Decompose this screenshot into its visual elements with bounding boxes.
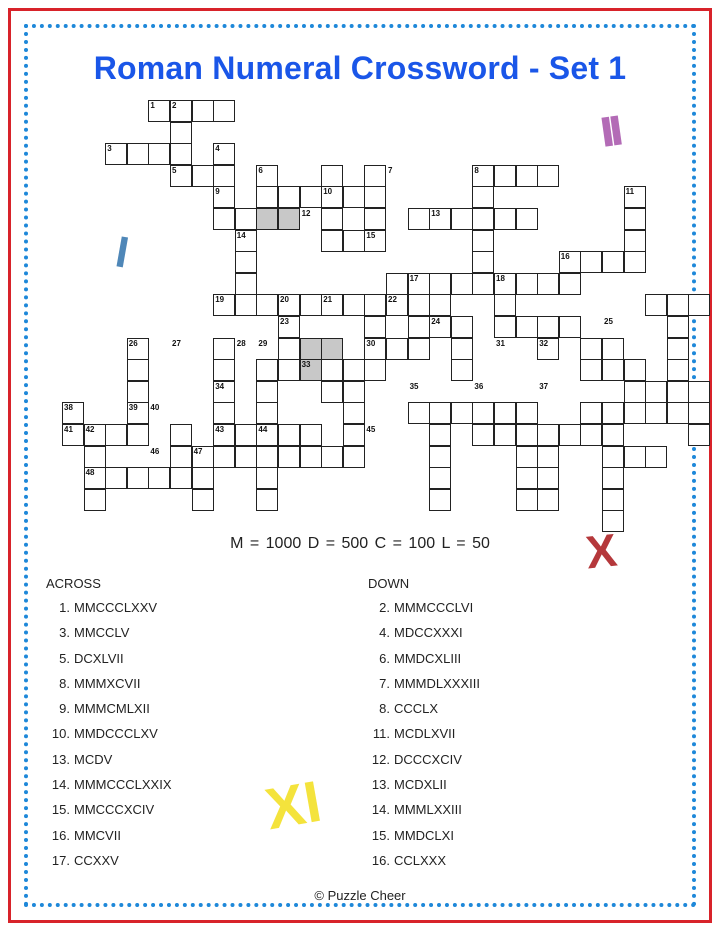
cell-number: 31	[496, 338, 505, 348]
grid-cell[interactable]	[624, 251, 646, 273]
grid-cell[interactable]	[516, 208, 538, 230]
grid-cell[interactable]	[170, 143, 192, 165]
cell-number: 18	[496, 273, 505, 283]
grid-cell[interactable]	[170, 446, 192, 468]
clue-number: 4.	[379, 625, 390, 641]
grid-cell[interactable]	[559, 273, 581, 295]
cell-number: 36	[474, 381, 484, 391]
cell-number: 23	[280, 317, 289, 326]
grid-cell[interactable]	[645, 294, 667, 316]
clue-item	[358, 721, 480, 746]
clue-number: 17.	[51, 852, 70, 868]
grid-cell[interactable]	[624, 230, 646, 252]
grid-cell[interactable]	[256, 208, 278, 230]
grid-cell[interactable]	[688, 402, 710, 424]
grid-cell[interactable]	[580, 424, 602, 446]
grid-cell[interactable]	[343, 294, 365, 316]
grid-cell[interactable]	[429, 424, 451, 446]
cell-number: 39	[128, 403, 138, 413]
cell-number: 45	[366, 425, 376, 434]
grid-cell[interactable]	[559, 424, 581, 446]
clue-item	[358, 772, 480, 797]
grid-cell[interactable]	[105, 467, 127, 489]
clue-number: 14.	[371, 802, 390, 818]
clue-item	[38, 797, 172, 822]
grid-cell[interactable]	[624, 446, 646, 468]
grid-cell[interactable]	[192, 489, 214, 511]
cell-number: 26	[128, 338, 138, 348]
grid-cell[interactable]	[624, 402, 646, 424]
grid-cell[interactable]	[321, 381, 343, 403]
grid-cell[interactable]	[537, 446, 559, 468]
clue-number: 16.	[371, 852, 390, 868]
grid-cell[interactable]	[213, 100, 235, 122]
cell-number: 29	[258, 338, 268, 348]
grid-cell[interactable]	[278, 186, 300, 208]
cell-number: 19	[215, 295, 225, 305]
clue-text: MMCCCLXXV	[74, 600, 158, 615]
grid-cell[interactable]	[213, 402, 235, 424]
clue-item	[38, 646, 172, 671]
grid-cell[interactable]	[472, 251, 494, 273]
grid-cell[interactable]	[516, 402, 538, 424]
cell-number: 17	[409, 273, 419, 283]
grid-cell[interactable]	[105, 424, 127, 446]
grid-cell[interactable]	[213, 165, 235, 187]
cell-number: 42	[85, 425, 95, 434]
grid-cell[interactable]	[235, 273, 257, 295]
clue-text: MMMCCCLVI	[394, 600, 474, 615]
grid-cell[interactable]	[494, 316, 516, 338]
cell-number: 46	[150, 446, 160, 456]
clue-number: 3.	[59, 625, 70, 641]
grid-cell[interactable]	[494, 424, 516, 446]
grid-cell[interactable]	[580, 338, 602, 360]
grid-cell[interactable]	[364, 316, 386, 338]
clue-text: MMMLXXIII	[394, 802, 462, 818]
grid-cell[interactable]	[213, 208, 235, 230]
clue-number: 13.	[51, 751, 70, 767]
grid-cell[interactable]	[256, 359, 278, 381]
clue-text: MMMCCCLXXIX	[74, 777, 172, 793]
clue-text: MMDCXLIII	[394, 650, 462, 666]
grid-cell[interactable]	[408, 316, 430, 338]
clue-item	[358, 620, 480, 645]
grid-cell[interactable]	[192, 165, 214, 187]
decoration-roman-xi: XI	[260, 768, 327, 843]
grid-cell[interactable]	[688, 294, 710, 316]
grid-cell[interactable]	[688, 381, 710, 403]
grid-cell[interactable]	[170, 122, 192, 144]
grid-cell[interactable]	[429, 273, 451, 295]
grid-cell[interactable]	[624, 381, 646, 403]
clue-number: 11.	[372, 726, 390, 742]
cell-number: 37	[539, 381, 549, 391]
grid-cell[interactable]	[516, 446, 538, 468]
grid-cell[interactable]	[300, 338, 322, 360]
clue-number: 14.	[51, 777, 70, 793]
grid-cell[interactable]	[602, 489, 624, 511]
grid-cell[interactable]	[602, 424, 624, 446]
cell-number: 27	[172, 338, 181, 348]
cell-number: 41	[64, 425, 73, 434]
grid-cell[interactable]	[213, 338, 235, 360]
clue-item	[38, 595, 172, 620]
down-clue-list	[358, 595, 480, 873]
cell-number: 34	[215, 381, 225, 391]
grid-cell[interactable]	[343, 230, 365, 252]
grid-cell[interactable]	[364, 359, 386, 381]
clue-item	[38, 671, 172, 696]
clue-text: MMDCLXI	[394, 827, 454, 843]
grid-cell[interactable]	[300, 294, 322, 316]
grid-cell[interactable]	[667, 402, 689, 424]
grid-cell[interactable]	[256, 446, 278, 468]
clue-text: DCCCXCIV	[394, 751, 462, 767]
grid-cell[interactable]	[278, 446, 300, 468]
grid-cell[interactable]	[472, 186, 494, 208]
grid-cell[interactable]	[235, 251, 257, 273]
clue-text: MCDXLII	[394, 777, 447, 793]
grid-cell[interactable]	[645, 402, 667, 424]
clue-text: MMMCMLXII	[74, 701, 150, 717]
grid-cell[interactable]	[451, 402, 473, 424]
grid-cell[interactable]	[602, 467, 624, 489]
grid-cell[interactable]	[516, 467, 538, 489]
cell-number: 32	[539, 338, 549, 348]
grid-cell[interactable]	[235, 424, 257, 446]
clue-item	[38, 772, 172, 797]
grid-cell[interactable]	[386, 338, 408, 360]
clue-text: CCLXXX	[394, 852, 447, 868]
grid-cell[interactable]	[300, 446, 322, 468]
cell-number: 14	[236, 230, 246, 240]
grid-cell[interactable]	[667, 316, 689, 338]
grid-cell[interactable]	[300, 186, 322, 208]
cell-number: 24	[431, 317, 441, 326]
grid-cell[interactable]	[235, 208, 257, 230]
cell-number: 20	[280, 295, 289, 305]
clue-number: 1.	[59, 600, 70, 615]
cell-number: 16	[560, 252, 570, 262]
clue-number: 12.	[371, 751, 390, 767]
clue-item	[358, 797, 480, 822]
grid-cell[interactable]	[127, 359, 149, 381]
grid-cell[interactable]	[451, 338, 473, 360]
clue-number: 15.	[371, 827, 390, 843]
grid-cell[interactable]	[494, 402, 516, 424]
grid-cell[interactable]	[602, 359, 624, 381]
grid-cell[interactable]	[472, 402, 494, 424]
clue-item	[358, 646, 480, 671]
clue-text: MMMDLXXXIII	[394, 675, 480, 691]
clue-text: CCXXV	[74, 852, 119, 868]
grid-cell[interactable]	[516, 489, 538, 511]
cell-number: 6	[258, 165, 263, 175]
clue-text: MMDCCCLXV	[74, 726, 158, 742]
clue-item	[38, 823, 172, 848]
page-title: Roman Numeral Crossword - Set 1	[93, 50, 627, 86]
grid-cell[interactable]	[127, 381, 149, 403]
grid-cell[interactable]	[494, 165, 516, 187]
grid-cell[interactable]	[364, 208, 386, 230]
clue-item	[358, 595, 480, 620]
cell-number: 8	[474, 165, 479, 175]
down-heading: DOWN	[368, 576, 410, 591]
grid-cell[interactable]	[170, 467, 192, 489]
grid-cell[interactable]	[667, 359, 689, 381]
grid-cell[interactable]	[213, 359, 235, 381]
grid-cell[interactable]	[213, 446, 235, 468]
grid-cell[interactable]	[256, 402, 278, 424]
clue-text: MMCVII	[74, 827, 121, 843]
grid-cell[interactable]	[256, 467, 278, 489]
cell-number: 11	[625, 187, 635, 197]
cell-number: 38	[64, 403, 73, 413]
clue-number: 15.	[51, 802, 70, 818]
grid-cell[interactable]	[192, 100, 214, 122]
footer-credit: © Puzzle Cheer	[314, 888, 406, 903]
grid-cell[interactable]	[364, 186, 386, 208]
grid-cell[interactable]	[559, 316, 581, 338]
grid-cell[interactable]	[624, 359, 646, 381]
grid-cell[interactable]	[494, 294, 516, 316]
grid-cell[interactable]	[148, 467, 170, 489]
grid-cell[interactable]	[278, 208, 300, 230]
grid-cell[interactable]	[256, 381, 278, 403]
grid-cell[interactable]	[321, 230, 343, 252]
clue-item	[38, 848, 172, 873]
grid-cell[interactable]	[667, 294, 689, 316]
clue-item	[358, 671, 480, 696]
clue-text: MMCCCXCIV	[74, 802, 155, 818]
cell-number: 5	[172, 165, 177, 175]
cell-number: 25	[604, 317, 613, 326]
clue-number: 6.	[379, 650, 390, 666]
grid-cell[interactable]	[343, 402, 365, 424]
roman-numeral-key: M = 1000 D = 500 C = 100 L = 50	[230, 535, 490, 552]
cell-number: 15	[366, 230, 376, 240]
grid-cell[interactable]	[321, 359, 343, 381]
grid-cell[interactable]	[667, 381, 689, 403]
grid-cell[interactable]	[300, 424, 322, 446]
grid-cell[interactable]	[343, 446, 365, 468]
cell-number: 35	[409, 381, 419, 391]
cell-number: 30	[366, 338, 376, 348]
grid-cell[interactable]	[256, 186, 278, 208]
clue-number: 7.	[379, 675, 390, 691]
clue-number: 13.	[371, 777, 390, 793]
grid-cell[interactable]	[148, 143, 170, 165]
clue-text: MMMXCVII	[74, 675, 141, 691]
grid-cell[interactable]	[343, 424, 365, 446]
grid-cell[interactable]	[408, 338, 430, 360]
grid-cell[interactable]	[408, 208, 430, 230]
decoration-roman-ii: II	[596, 108, 621, 158]
clue-item	[358, 747, 480, 772]
grid-cell[interactable]	[84, 446, 106, 468]
grid-cell[interactable]	[472, 208, 494, 230]
grid-cell[interactable]	[472, 230, 494, 252]
grid-cell[interactable]	[602, 446, 624, 468]
grid-cell[interactable]	[127, 424, 149, 446]
grid-cell[interactable]	[127, 467, 149, 489]
grid-cell[interactable]	[192, 467, 214, 489]
grid-cell[interactable]	[278, 359, 300, 381]
grid-cell[interactable]	[170, 424, 192, 446]
clue-number: 10.	[51, 726, 70, 742]
grid-cell[interactable]	[429, 467, 451, 489]
clue-text: MDCCXXXI	[394, 625, 463, 641]
decoration-roman-x: X	[583, 523, 620, 579]
clue-number: 5.	[59, 650, 70, 666]
grid-cell[interactable]	[278, 338, 300, 360]
clue-text: MMCCLV	[74, 625, 130, 641]
clue-text: DCXLVII	[74, 650, 124, 666]
grid-cell[interactable]	[451, 208, 473, 230]
grid-cell[interactable]	[127, 143, 149, 165]
grid-cell[interactable]	[343, 381, 365, 403]
cell-number: 33	[301, 360, 311, 370]
grid-cell[interactable]	[321, 165, 343, 187]
grid-cell[interactable]	[537, 316, 559, 338]
clue-number: 9.	[59, 701, 70, 717]
grid-cell[interactable]	[537, 467, 559, 489]
clue-number: 2.	[379, 600, 390, 615]
grid-cell[interactable]	[667, 338, 689, 360]
grid-cell[interactable]	[645, 381, 667, 403]
grid-cell[interactable]	[472, 273, 494, 295]
cell-number: 43	[215, 425, 225, 434]
clue-item	[358, 848, 480, 873]
grid-cell[interactable]	[580, 402, 602, 424]
cell-number: 21	[323, 295, 333, 305]
cell-number: 10	[323, 187, 333, 197]
cell-number: 3	[107, 144, 112, 154]
grid-cell[interactable]	[516, 424, 538, 446]
cell-number: 2	[172, 101, 177, 110]
cell-number: 28	[236, 338, 246, 348]
grid-cell[interactable]	[343, 186, 365, 208]
grid-cell[interactable]	[256, 294, 278, 316]
across-clue-list	[38, 595, 172, 873]
grid-cell[interactable]	[602, 338, 624, 360]
grid-cell[interactable]	[537, 273, 559, 295]
clue-text: CCCLX	[394, 701, 439, 717]
grid-cell[interactable]	[602, 251, 624, 273]
clue-item	[358, 696, 480, 721]
clue-text: MCDLXVII	[394, 726, 456, 742]
grid-cell[interactable]	[580, 359, 602, 381]
grid-cell[interactable]	[516, 316, 538, 338]
grid-cell[interactable]	[364, 165, 386, 187]
cell-number: 13	[431, 209, 441, 218]
grid-cell[interactable]	[429, 402, 451, 424]
cell-number: 44	[258, 425, 268, 434]
grid-cell[interactable]	[343, 359, 365, 381]
cell-number: 40	[150, 403, 160, 413]
clue-number: 8.	[59, 675, 70, 691]
grid-cell[interactable]	[451, 359, 473, 381]
cell-number: 48	[85, 468, 95, 478]
grid-cell[interactable]	[537, 489, 559, 511]
grid-cell[interactable]	[537, 424, 559, 446]
grid-cell[interactable]	[602, 402, 624, 424]
cell-number: 4	[215, 144, 220, 154]
grid-cell[interactable]	[645, 446, 667, 468]
decoration-roman-i: I	[111, 227, 133, 278]
grid-cell[interactable]	[429, 294, 451, 316]
clue-item	[38, 620, 172, 645]
cell-number: 47	[193, 446, 203, 456]
cell-number: 1	[150, 101, 155, 110]
grid-cell[interactable]	[364, 294, 386, 316]
grid-cell[interactable]	[688, 424, 710, 446]
clue-item	[38, 747, 172, 772]
crossword-grid	[62, 100, 662, 520]
grid-cell[interactable]	[494, 208, 516, 230]
grid-cell[interactable]	[321, 338, 343, 360]
clue-number: 8.	[379, 701, 390, 717]
clue-item	[358, 823, 480, 848]
clue-text: MCDV	[74, 751, 113, 767]
clue-item	[38, 696, 172, 721]
grid-cell[interactable]	[235, 446, 257, 468]
grid-cell[interactable]	[386, 273, 408, 295]
grid-cell[interactable]	[429, 446, 451, 468]
cell-number: 12	[301, 209, 311, 218]
grid-cell[interactable]	[516, 165, 538, 187]
across-heading: ACROSS	[46, 576, 101, 591]
grid-cell[interactable]	[451, 273, 473, 295]
cell-number: 9	[215, 187, 220, 197]
grid-cell[interactable]	[429, 489, 451, 511]
cell-number: 22	[388, 295, 397, 305]
grid-cell[interactable]	[278, 424, 300, 446]
grid-cell[interactable]	[321, 446, 343, 468]
grid-cell[interactable]	[624, 208, 646, 230]
grid-cell[interactable]	[84, 489, 106, 511]
grid-cell[interactable]	[580, 251, 602, 273]
grid-cell[interactable]	[537, 165, 559, 187]
clue-item	[38, 721, 172, 746]
grid-cell[interactable]	[321, 208, 343, 230]
grid-cell[interactable]	[451, 316, 473, 338]
grid-cell[interactable]	[408, 402, 430, 424]
grid-cell[interactable]	[408, 294, 430, 316]
grid-cell[interactable]	[235, 294, 257, 316]
clue-number: 16.	[51, 827, 70, 843]
grid-cell[interactable]	[472, 424, 494, 446]
cell-number: 7	[388, 165, 393, 175]
grid-cell[interactable]	[516, 273, 538, 295]
grid-cell[interactable]	[256, 489, 278, 511]
